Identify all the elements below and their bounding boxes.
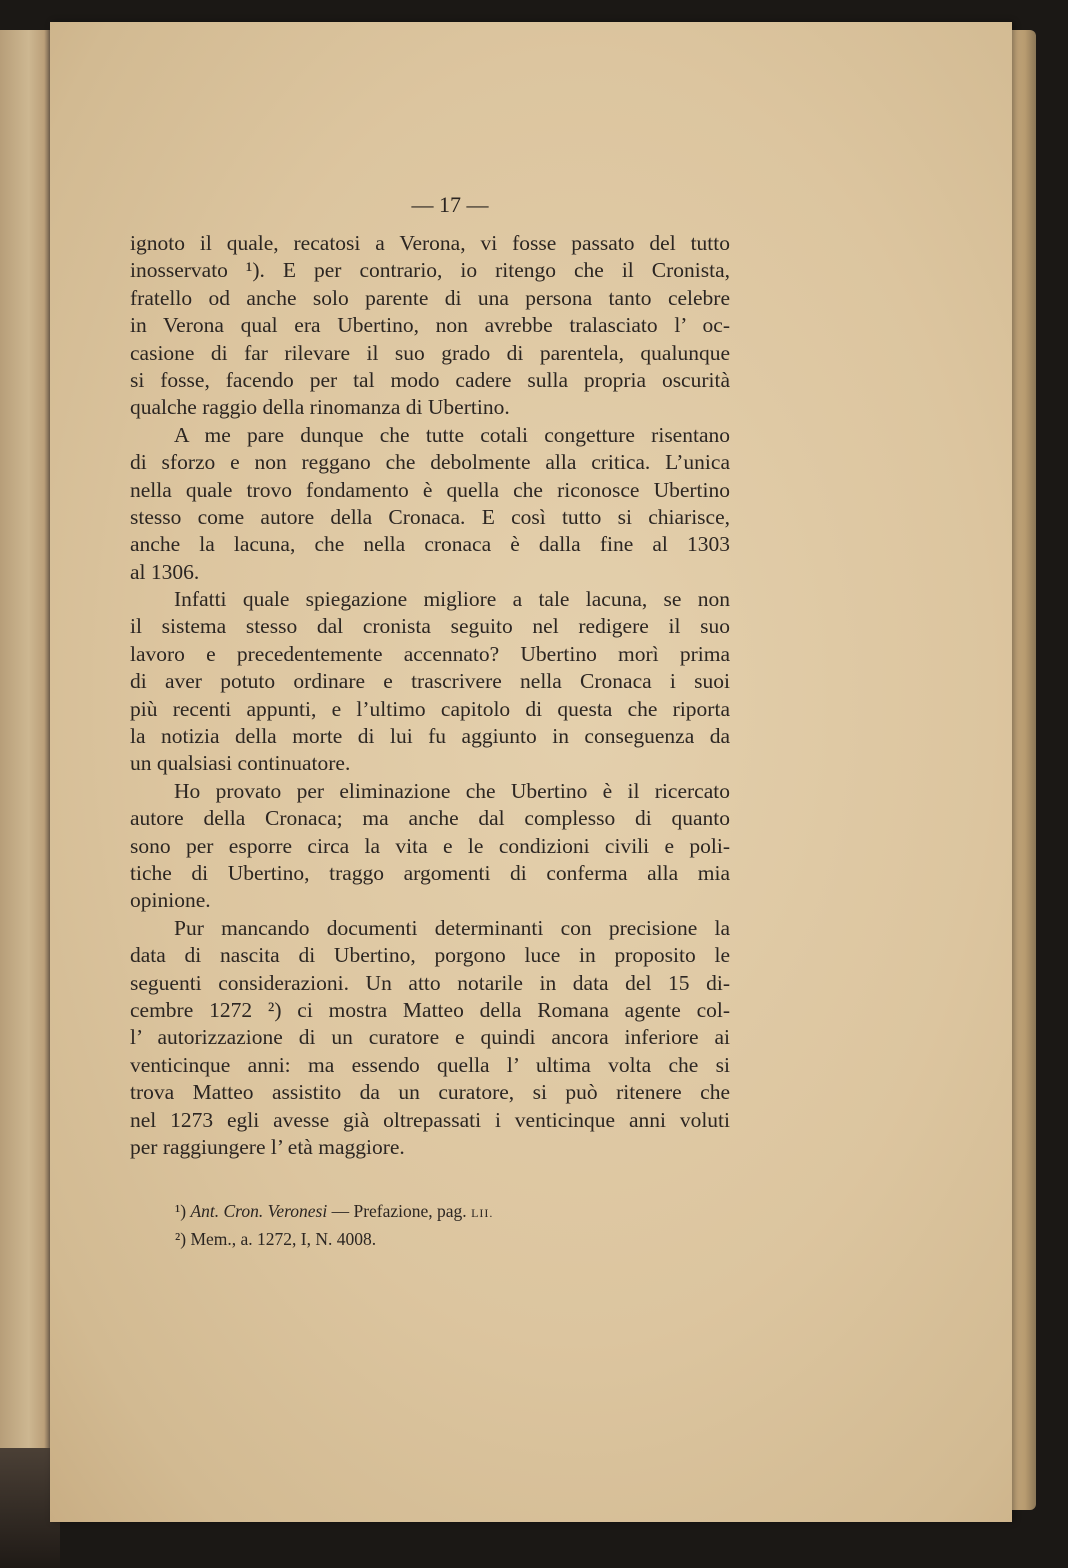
text-line: A me pare dunque che tutte cotali congetture risentano [174,422,730,447]
footnote-marker: ²) [175,1229,191,1249]
left-page-edge [0,30,52,1568]
text-line: al 1306. [130,559,200,584]
text-line: autore della Cronaca; ma anche dal complesso di quanto [130,806,730,831]
text-line: anche la lacuna, che nella cronaca è dalla fine al 1303 [130,532,730,557]
text-line: cembre 1272 ²) ci mostra Matteo della Romana agente col- [130,997,730,1022]
text-line: Infatti quale spiegazione migliore a tale lacuna, se non [174,587,730,612]
footnote-marker: ¹) [175,1201,191,1221]
text-line: un qualsiasi continuatore. [130,751,351,776]
text-line: il sistema stesso dal cronista seguito nel redigere il suo [130,614,730,639]
page-number: — 17 — [411,192,489,217]
text-line: nella quale trovo fondamento è quella che riconosce Ubertino [130,477,730,502]
text-line: casione di far rilevare il suo grado di parentela, qualunque [130,340,730,365]
text-line: nel 1273 egli avesse già oltrepassati i venticinque anni voluti [130,1107,730,1132]
text-line: data di nascita di Ubertino, porgono luce in proposito le [130,943,730,968]
text-line: lavoro e precedentemente accennato? Ubertino morì prima [130,641,730,666]
footnote-source-title: Ant. Cron. Veronesi [190,1201,328,1221]
text-line: trova Matteo assistito da un curatore, si può ritenere che [130,1080,730,1105]
text-line: fratello od anche solo parente di una persona tanto celebre [130,285,730,310]
book-page [50,22,1012,1522]
text-line: seguenti considerazioni. Un atto notarile in data del 15 di- [130,970,730,995]
text-line: qualche raggio della rinomanza di Ubertino. [130,395,510,420]
text-line: più recenti appunti, e l’ultimo capitolo di questa che riporta [130,696,730,721]
text-line: venticinque anni: ma essendo quella l’ ultima volta che si [130,1052,730,1077]
text-line: sono per esporre circa la vita e le condizioni civili e poli- [130,833,730,858]
text-line: Ho provato per eliminazione che Ubertino è il ricercato [174,778,730,803]
text-line: si fosse, facendo per tal modo cadere sulla propria oscurità [130,367,730,392]
footnotes [175,1198,735,1252]
text-line: in Verona qual era Ubertino, non avrebbe tralasciato l’ oc- [130,313,730,338]
text-line: per raggiungere l’ età maggiore. [130,1134,405,1159]
text-line: l’ autorizzazione di un curatore e quindi ancora inferiore ai [130,1025,730,1050]
footnote [175,1226,735,1252]
text-line: Pur mancando documenti determinanti con precisione la [174,915,730,940]
footnote-page-ref: LII. [471,1206,494,1220]
text-line: ignoto il quale, recatosi a Verona, vi fosse passato del tutto [130,231,730,255]
body-text [130,230,730,1161]
footnote [175,1198,735,1226]
text-line: di aver potuto ordinare e trascrivere nella Cronaca i suoi [130,669,730,694]
footnote-text: Mem., a. 1272, I, N. 4008. [190,1229,377,1249]
text-line: stesso come autore della Cronaca. E così tutto si chiarisce, [130,504,730,529]
footnote-text: — Prefazione, pag. [327,1201,472,1221]
text-line: inosservato ¹). E per contrario, io ritengo che il Cronista, [130,258,730,283]
text-line: di sforzo e non reggano che debolmente alla critica. L’unica [130,450,730,475]
text-line: tiche di Ubertino, traggo argomenti di conferma alla mia [130,860,730,885]
text-line: opinione. [130,888,211,913]
text-line: la notizia della morte di lui fu aggiunto in conseguenza da [130,724,730,749]
